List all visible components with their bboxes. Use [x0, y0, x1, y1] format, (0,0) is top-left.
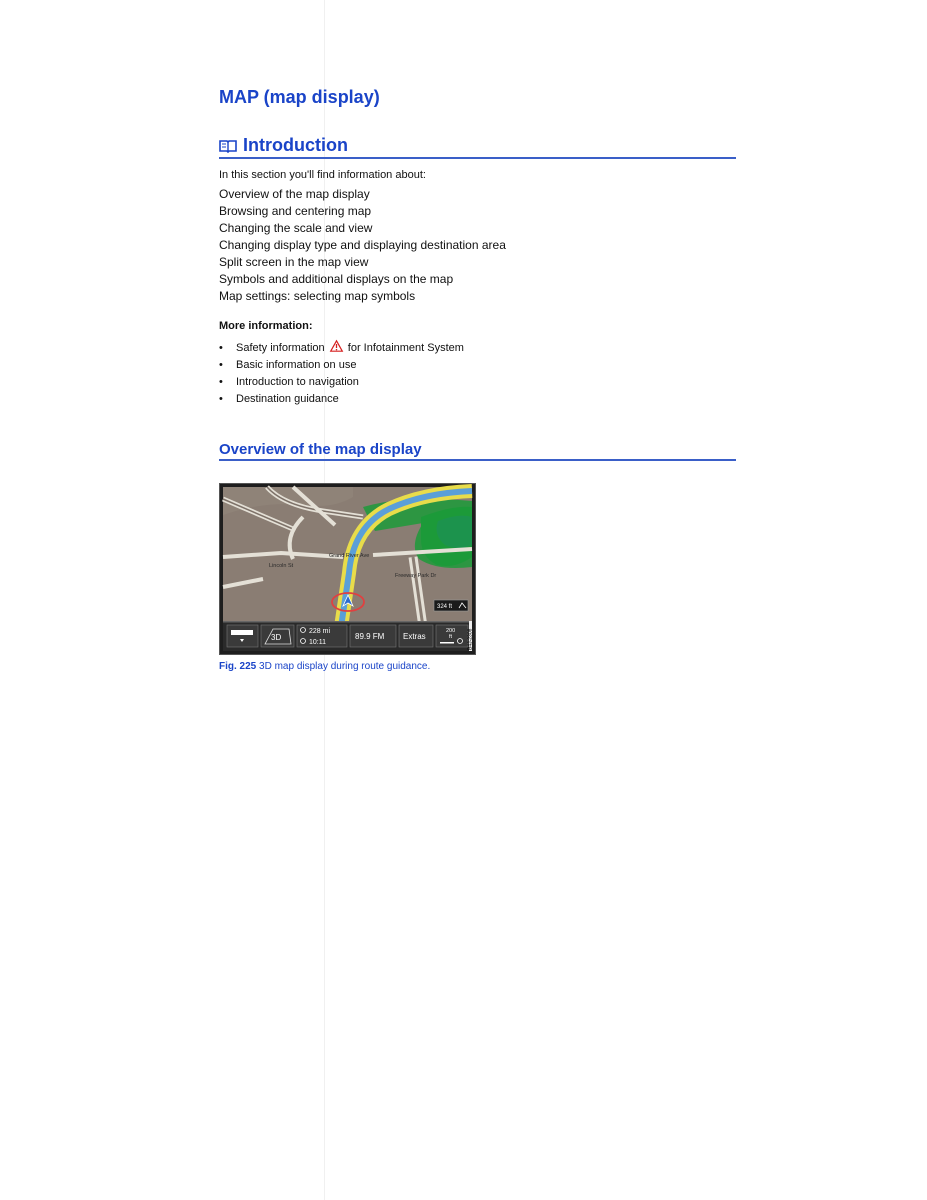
page-title: MAP (map display): [219, 87, 380, 107]
street-label: Freeway Park Dr: [395, 573, 437, 579]
distance-value: 228 mi: [309, 628, 331, 635]
more-info-item[interactable]: • Basic information on use: [219, 357, 464, 374]
book-icon: [219, 139, 237, 153]
radio-station-label: 89.9 FM: [355, 632, 385, 641]
scale-value: 200: [446, 628, 456, 634]
altitude-indicator: [434, 600, 468, 611]
arrival-time-value: 10:11: [309, 639, 326, 646]
map-scale-button[interactable]: [436, 625, 468, 647]
topic-link[interactable]: Symbols and additional displays on the map: [219, 272, 454, 286]
more-info-heading: More information:: [219, 320, 313, 332]
scale-unit: ft: [449, 634, 453, 640]
overview-heading: Overview of the map display: [219, 441, 736, 461]
introduction-heading-text: Introduction: [243, 135, 348, 155]
introduction-heading: [219, 135, 736, 159]
view-mode-button[interactable]: [261, 625, 294, 647]
more-info-item[interactable]: • Introduction to navigation: [219, 374, 464, 391]
topic-list: [219, 186, 506, 305]
topic-link[interactable]: Split screen in the map view: [219, 255, 369, 269]
menu-button[interactable]: [227, 625, 258, 647]
warning-triangle-icon: [330, 340, 343, 352]
altitude-value: 324 ft: [437, 604, 453, 610]
topic-link[interactable]: Overview of the map display: [219, 187, 370, 201]
more-info-item[interactable]: • Destination guidance: [219, 391, 464, 408]
radio-button[interactable]: [350, 625, 396, 647]
extras-button[interactable]: [399, 625, 433, 647]
map-figure: [219, 483, 476, 655]
extras-label: Extras: [403, 632, 426, 641]
image-code: B4J-2308: [467, 628, 474, 650]
figure-caption-text: 3D map display during route guidance.: [259, 661, 431, 672]
topic-link[interactable]: Map settings: selecting map symbols: [219, 289, 416, 303]
more-info-text: Safety information: [236, 342, 325, 354]
more-info-text: for Infotainment System: [347, 342, 464, 354]
street-label: Grand River Ave: [329, 553, 370, 559]
topic-link[interactable]: Browsing and centering map: [219, 204, 372, 218]
route-info-button[interactable]: [297, 625, 347, 647]
topic-link[interactable]: Changing display type and displaying destination area: [219, 238, 506, 252]
figure-caption: [219, 661, 430, 672]
intro-lead-text: In this section you'll find information about:: [219, 169, 426, 181]
map-screenshot: [223, 487, 472, 651]
topic-link[interactable]: Changing the scale and view: [219, 221, 373, 235]
more-info-item-safety[interactable]: [219, 340, 464, 357]
figure-number: Fig. 225: [219, 661, 257, 672]
more-info-list: [219, 340, 464, 408]
street-label: Lincoln St: [269, 563, 294, 569]
view-mode-label: 3D: [271, 633, 282, 642]
scale-bar: [440, 642, 454, 644]
